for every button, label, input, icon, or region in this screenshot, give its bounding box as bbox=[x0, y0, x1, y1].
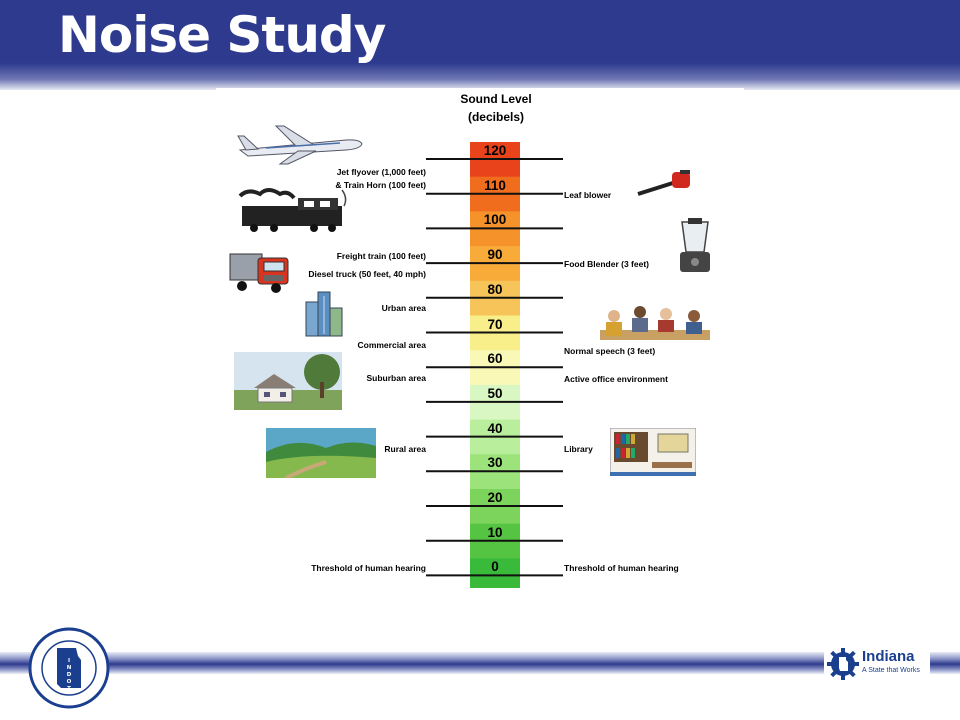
source-label-suburban: Suburban area bbox=[366, 373, 426, 383]
landscape-icon bbox=[266, 428, 376, 478]
level-label-50: 50 bbox=[487, 385, 503, 401]
level-label-70: 70 bbox=[487, 316, 503, 332]
source-label-diesel-truck: Diesel truck (50 feet, 40 mph) bbox=[308, 269, 426, 279]
level-label-60: 60 bbox=[487, 351, 503, 367]
source-label-commercial: Commercial area bbox=[357, 340, 426, 350]
source-label-threshold-right: Threshold of human hearing bbox=[564, 563, 679, 573]
source-label-library: Library bbox=[564, 444, 593, 454]
jet-icon bbox=[236, 120, 366, 168]
meeting-icon bbox=[596, 302, 714, 346]
level-label-0: 0 bbox=[491, 559, 499, 575]
source-label-rural: Rural area bbox=[384, 444, 426, 454]
svg-text:T: T bbox=[67, 686, 71, 692]
level-label-120: 120 bbox=[483, 143, 507, 158]
slide-title: Noise Study bbox=[58, 6, 386, 64]
level-label-80: 80 bbox=[487, 281, 503, 297]
indiana-tagline: A State that Works bbox=[862, 667, 920, 674]
source-label-urban: Urban area bbox=[381, 303, 426, 313]
source-label-leaf-blower: Leaf blower bbox=[564, 190, 612, 200]
blender-icon bbox=[674, 218, 716, 276]
source-label-freight-train: Freight train (100 feet) bbox=[336, 251, 426, 261]
city-icon bbox=[304, 288, 344, 338]
source-label-jet: Jet flyover (1,000 feet) bbox=[336, 167, 426, 177]
house-icon bbox=[234, 352, 342, 410]
title-bar bbox=[0, 0, 960, 90]
source-label-office: Active office environment bbox=[564, 374, 668, 384]
source-label-threshold-left: Threshold of human hearing bbox=[311, 563, 426, 573]
indot-seal-icon bbox=[24, 626, 114, 710]
level-label-100: 100 bbox=[483, 212, 507, 228]
level-label-30: 30 bbox=[487, 455, 503, 471]
level-label-20: 20 bbox=[487, 490, 503, 505]
noise-level-diagram bbox=[216, 88, 744, 588]
source-label-train-horn: & Train Horn (100 feet) bbox=[335, 180, 426, 190]
truck-icon bbox=[228, 248, 292, 294]
source-label-food-blender: Food Blender (3 feet) bbox=[564, 259, 650, 269]
level-label-10: 10 bbox=[487, 524, 503, 540]
library-icon bbox=[610, 428, 696, 476]
svg-text:O: O bbox=[66, 679, 72, 685]
svg-text:D: D bbox=[66, 672, 72, 678]
train-icon bbox=[238, 186, 350, 232]
scale-heading: Sound Level bbox=[460, 92, 532, 106]
gear-icon bbox=[826, 648, 860, 680]
footer-bar bbox=[0, 652, 960, 674]
indiana-wordmark: Indiana bbox=[862, 648, 915, 665]
svg-text:I: I bbox=[67, 658, 71, 664]
indiana-state-logo bbox=[824, 644, 930, 684]
svg-text:N: N bbox=[66, 665, 72, 671]
source-label-normal-speech: Normal speech (3 feet) bbox=[564, 346, 656, 356]
level-label-110: 110 bbox=[484, 177, 506, 193]
leaf-blower-icon bbox=[636, 168, 696, 198]
scale-unit: (decibels) bbox=[467, 110, 524, 124]
level-label-40: 40 bbox=[487, 420, 503, 436]
level-label-90: 90 bbox=[487, 247, 503, 263]
